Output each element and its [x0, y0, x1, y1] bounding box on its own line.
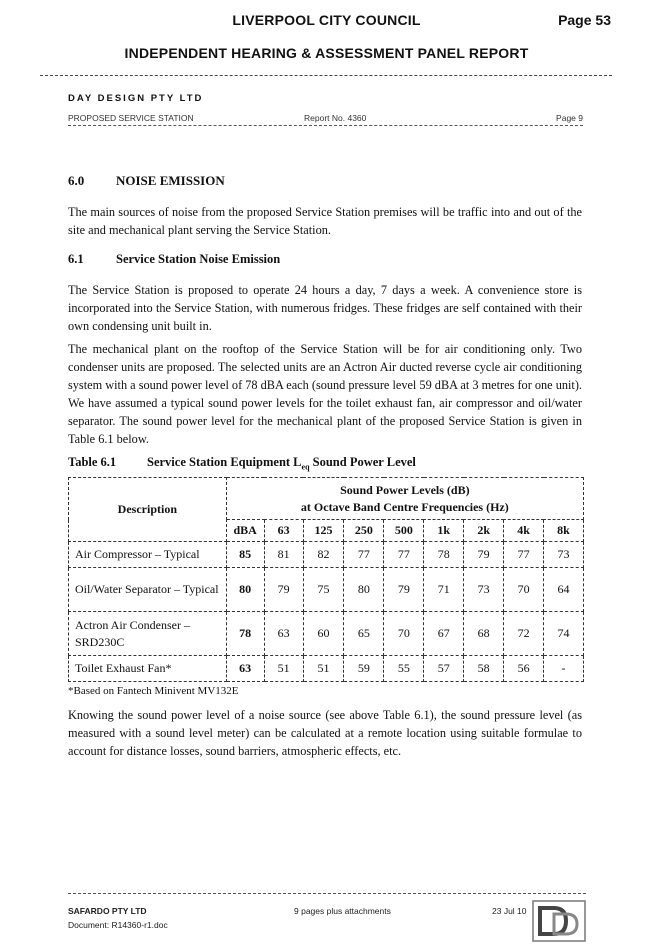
table-cell: 67 [424, 612, 464, 656]
table-cell: 78 [424, 542, 464, 568]
table-cell: 70 [504, 568, 544, 612]
table-cell: 82 [303, 542, 344, 568]
table-row [69, 656, 584, 682]
table-caption-sub: eq [301, 462, 310, 472]
table-row-description: Oil/Water Separator – Typical [69, 568, 227, 612]
table-cell: 74 [544, 612, 584, 656]
table-cell: - [544, 656, 584, 682]
table-cell: 55 [384, 656, 424, 682]
subsection-paragraph-1: The Service Station is proposed to operate 24 hours a day, 7 days a week. A convenience store is incorporated into the Service Station, with numerous fridges. These fridges are self contained with their own condensing unit built in. [68, 283, 582, 333]
table-caption [68, 455, 416, 472]
table-column-header: 250 [344, 520, 384, 542]
table-cell: 79 [264, 568, 303, 612]
table-header-description: Description [69, 478, 227, 542]
table-column-header: 500 [384, 520, 424, 542]
footer-date: 23 Jul 10 [492, 906, 527, 916]
table-column-header: 1k [424, 520, 464, 542]
table-row-description: Actron Air Condenser – SRD230C [69, 612, 227, 656]
table-cell: 56 [504, 656, 544, 682]
footer-document: Document: R14360-r1.doc [68, 920, 168, 930]
table-row [69, 542, 584, 568]
table-column-header: 63 [264, 520, 303, 542]
table-cell: 79 [464, 542, 504, 568]
closing-paragraph: Knowing the sound power level of a noise source (see above Table 6.1), the sound pressure level (as measured with a sound level meter) can be calculated at a remote location using suitable formulae to account for distance losses, sound barriers, atmospheric effects, etc. [68, 708, 582, 758]
header-divider [40, 75, 612, 76]
table-cell: 77 [384, 542, 424, 568]
table-header-span [226, 478, 583, 520]
table-cell: 71 [424, 568, 464, 612]
table-cell-dba: 78 [226, 612, 264, 656]
table-column-header: 8k [544, 520, 584, 542]
council-title: LIVERPOOL CITY COUNCIL [232, 12, 421, 28]
subsection-number: 6.1 [68, 252, 84, 266]
table-cell-dba: 63 [226, 656, 264, 682]
table-footnote: *Based on Fantech Minivent MV132E [68, 685, 239, 697]
table-cell: 60 [303, 612, 344, 656]
table-cell: 73 [464, 568, 504, 612]
subsection-paragraph-2: The mechanical plant on the rooftop of the Service Station will be for air conditioning only. Two condenser units are proposed. The selected units are an Actron Air ducted reverse cycle air conditioning system with a sound power level of 78 dBA each (sound pressure level 59 dBA at 3 metres for one unit). We have assumed a typical sound power levels for the toilet exhaust fan, air compressor and oil/water separator. The sound power level for the mechanical plant of the proposed Service Station is given in Table 6.1 below. [68, 342, 582, 446]
table-cell: 65 [344, 612, 384, 656]
table-cell: 63 [264, 612, 303, 656]
table-cell: 77 [504, 542, 544, 568]
table-cell: 72 [504, 612, 544, 656]
section-heading [68, 173, 225, 189]
table-cell: 68 [464, 612, 504, 656]
table-cell: 64 [544, 568, 584, 612]
table-column-header: dBA [226, 520, 264, 542]
report-header-divider [68, 125, 583, 126]
table-header-span-line-2: at Octave Band Centre Frequencies (Hz) [300, 499, 509, 514]
table-cell: 75 [303, 568, 344, 612]
table-cell: 51 [303, 656, 344, 682]
table-cell-dba: 80 [226, 568, 264, 612]
section-number: 6.0 [68, 173, 85, 188]
table-cell: 79 [384, 568, 424, 612]
company-logo-icon [532, 900, 586, 942]
table-row-description: Air Compressor – Typical [69, 542, 227, 568]
table-column-header: 4k [504, 520, 544, 542]
table-cell: 57 [424, 656, 464, 682]
table-row [69, 612, 584, 656]
table-cell: 58 [464, 656, 504, 682]
table-cell: 77 [344, 542, 384, 568]
table-caption-pre: Service Station Equipment L [147, 455, 302, 469]
council-page-number: Page 53 [558, 12, 611, 28]
table-cell: 80 [344, 568, 384, 612]
table-header-span-line-1: Sound Power Levels (dB) [340, 482, 470, 497]
footer-pages: 9 pages plus attachments [294, 906, 391, 916]
table-cell: 73 [544, 542, 584, 568]
footer-company: SAFARDO PTY LTD [68, 906, 147, 916]
table-column-header: 2k [464, 520, 504, 542]
table-cell: 70 [384, 612, 424, 656]
sound-power-table [68, 477, 584, 682]
table-cell: 59 [344, 656, 384, 682]
report-project: PROPOSED SERVICE STATION [68, 113, 194, 123]
table-row-description: Toilet Exhaust Fan* [69, 656, 227, 682]
report-company: DAY DESIGN PTY LTD [68, 93, 204, 104]
table-caption-number: Table 6.1 [68, 455, 117, 469]
table-column-header: 125 [303, 520, 344, 542]
table-cell: 81 [264, 542, 303, 568]
subsection-title: Service Station Noise Emission [116, 252, 281, 266]
subsection-heading [68, 252, 280, 267]
report-number: Report No. 4360 [304, 113, 367, 123]
section-title: NOISE EMISSION [116, 173, 225, 188]
table-caption-post: Sound Power Level [309, 455, 416, 469]
table-cell-dba: 85 [226, 542, 264, 568]
panel-report-title: INDEPENDENT HEARING & ASSESSMENT PANEL REPORT [124, 45, 529, 61]
report-page: Page 9 [556, 113, 583, 123]
table-cell: 51 [264, 656, 303, 682]
table-row [69, 568, 584, 612]
footer-divider [68, 893, 586, 894]
section-intro: The main sources of noise from the proposed Service Station premises will be traffic into and out of the site and mechanical plant serving the Service Station. [68, 205, 582, 237]
